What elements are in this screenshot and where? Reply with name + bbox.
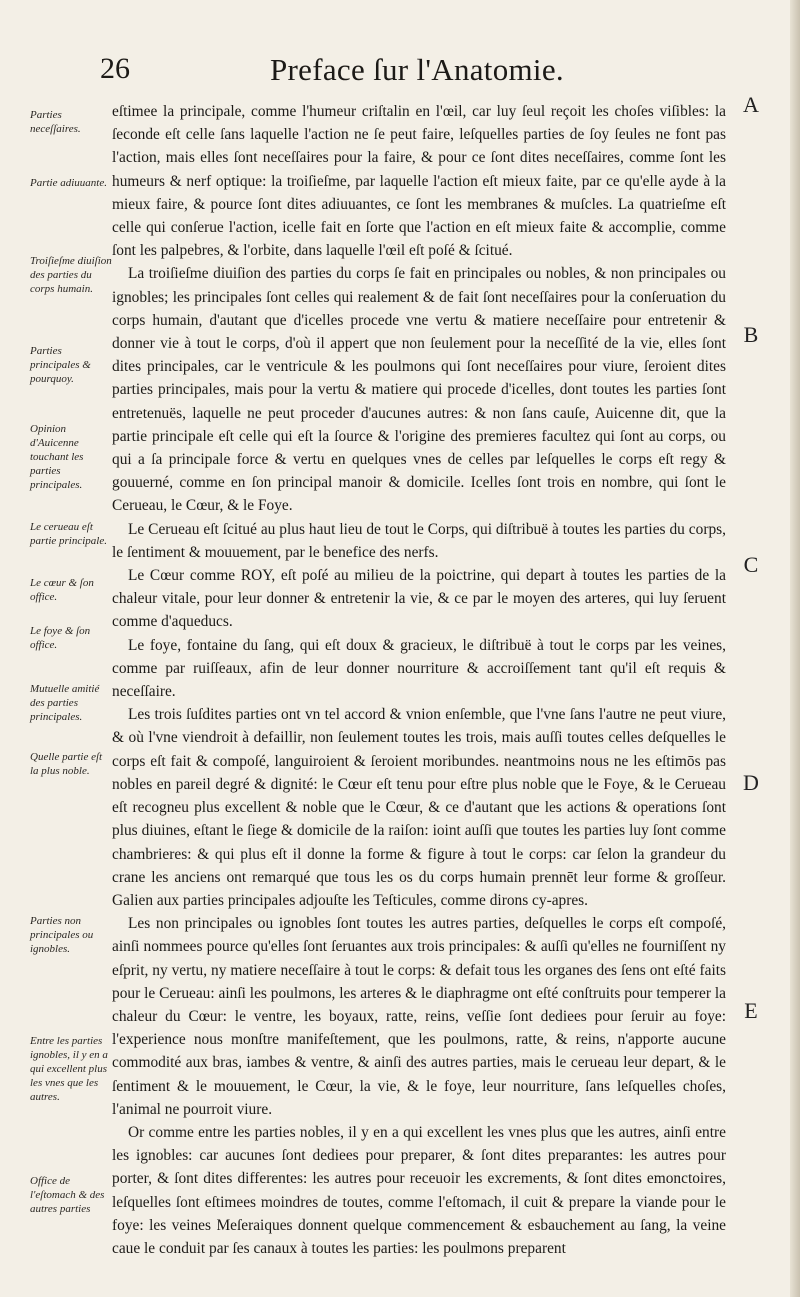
margin-note: Parties non principales ou ignobles. xyxy=(30,915,94,955)
margin-note: Parties neceſſaires. xyxy=(30,109,81,135)
paragraph: Le Cerueau eſt ſcitué au plus haut lieu de tout le Corps, qui diſtribuë à toutes les parties du corps, le ſentiment & mouuement, par le benefice des nerfs. xyxy=(112,520,726,561)
paragraph: Or comme entre les parties nobles, il y en a qui excellent les vnes plus que les autres, ainſi entre les ignobles: car aucunes ſont dediees pour preparer, & ſont dites preparantes: les autres pour porter, & ſont dites differentes: les autres pour receuoir les excrements, & ſont dites emonctoires, leſquelles ſont eſtimees moindres de toutes, comme l'eſtomach, il cuit & prepare la viande pour le foye: les veines Meſeraiques donnent quelque commencement & esbauchement au ſang, la veine caue le conduit par ſes canaux à toutes les parties: les poulmons preparent xyxy=(112,1123,726,1257)
margin-notes-column xyxy=(30,104,112,1274)
signature-mark-e: E xyxy=(744,998,758,1023)
main-text xyxy=(112,100,726,1260)
paragraph: Les non principales ou ignobles ſont toutes les autres parties, deſquelles le corps eſt compoſé, ainſi nommees pource qu'elles ſont ſeruantes aux trois principales: & auſſi qu'elles ne fourniſſent ny eſprit, ny vertu, ny matiere neceſſaire à tout le corps: & defait tous les organes des ſens ont eſté faits pour le Cerueau: ainſi les poulmons, les arteres & le diaphragme ont eſté conſtruits pour temperer la chaleur du Cœur: le ventre, les boyaux, ratte, reins, veſſie ſont dediees pour ſeruir au foye: l'experience nous monſtre manifeſtement, que les poulmons, ratte, & reins, n'apporte aucune commodité aux bras, iambes & ventre, & ainſi des autres parties, mais le cerueau leur depart, & le ſentiment & le mouuement, le Cœur, la vie, & le foye, leur nourriture, ſans leſquelles choſes, l'animal ne pourroit viure. xyxy=(112,915,726,1118)
page-number: 26 xyxy=(100,52,130,85)
signature-mark-a: A xyxy=(743,92,759,117)
running-title: Preface ſur l'Anatomie. xyxy=(270,52,564,87)
page-edge xyxy=(790,0,800,1297)
margin-note: Entre les parties ignobles, il y en a qui excellent plus les vnes que les autres. xyxy=(30,1035,108,1103)
paragraph: eſtimee la principale, comme l'humeur criſtalin en l'œil, car luy ſeul reçoit les choſes viſibles: la ſeconde eſt celle ſans laquelle l'action ne ſe peut faire, leſquelles parties de ſoy ſeules ne font pas l'action, mais elles ſont neceſſaires pour la faire, & pour ce ſont dites neceſſaires, comme ſont les humeurs & nerf optique: la troiſieſme, par laquelle l'action eſt mieux faite, par ce qu'elle ayde à la mieux faire, & pource ſont dites adiuuantes, ce ſont les membranes & muſcles. La quatrieſme eſt celle qui conſerue l'action, icelle fait en ſorte que l'action en eſt mieux faite & accomplie, comme ſont les palpebres, & l'orbite, dans laquelle l'œil eſt poſé & ſcitué. xyxy=(112,103,726,260)
margin-note: Opinion d'Auicenne touchant les parties principales. xyxy=(30,423,84,491)
margin-note: Troiſieſme diuiſion des parties du corps humain. xyxy=(30,255,112,295)
paragraph: La troiſieſme diuiſion des parties du corps ſe fait en principales ou nobles, & non principales ou ignobles; les principales ſont celles qui realement & de fait ſont neceſſaires pour la conſeruation du corps humain, d'autant que d'icelles procede vne vertu & matiere neceſſaire pour entretenir & donner vie à tout le corps, d'où il appert que non ſeulement pour la neceſſité de la vie, elles ſont dites principales, car le ventricule & les poulmons qui ſont neceſſaires pour viure, ſeroient dites parties principales, mais pour la vertu & matiere qui procede d'icelles, dont toutes les parties ſont entretenuës, laquelle ne peut proceder d'aucunes autres: & non ſans cauſe, Auicenne dit, que la partie principale eſt celle qui eſt la ſource & l'origine des premieres facultez qui ſont au corps, ou qui a ſa principale force & vertu en quelques vnes de celles par leſquelles le corps eſt regy & gouuerné, comme en ſon principal manoir & domicile. Icelles ſont trois en nombre, qui ſont le Cerueau, le Cœur, & le Foye. xyxy=(112,265,726,515)
paragraph: Les trois ſuſdites parties ont vn tel accord & vnion enſemble, que l'vne ſans l'autre ne peut viure, & où l'vne viendroit à defaillir, non ſeulement toutes les trois, mais auſſi toutes celles deſquelles le corps eſt fait & compoſé, languiroient & ſeroient moribundes. neantmoins nous ne les eſtimōs pas nobles en pareil degré & dignité: le Cœur eſt tenu pour eſtre plus noble que le Foye, & le Cerueau eſt recogneu plus excellent & noble que le Cœur, & ce d'autant que les actions & operations ſont plus diuines, eſtant le ſiege & domicile de la raiſon: ioint auſſi que toutes les parties luy ſont comme chambrieres: & qui plus eſt il donne la forme & figure à tout le corps: car ſelon la grandeur du crane les anciens ont remarqué que tous les os du corps humain prennēt leur forme & groſſeur. Galien aux parties principales adjouſte les Teſticules, comme dirons cy-apres. xyxy=(112,706,726,909)
margin-note: Mutuelle amitié des parties principales. xyxy=(30,683,100,723)
signature-mark-b: B xyxy=(743,322,759,347)
signature-mark-d: D xyxy=(743,770,759,795)
signature-mark-c: C xyxy=(743,552,759,577)
margin-note: Partie adiuuante. xyxy=(30,177,107,189)
margin-note: Le cœur & ſon office. xyxy=(30,577,94,603)
page-header xyxy=(100,52,720,96)
paragraph: Le foye, fontaine du ſang, qui eſt doux & gracieux, le diſtribuë à tout le corps par les veines, comme par ruiſſeaux, afin de leur donner nourriture & accroiſſement tant qu'il eſt requis & neceſſaire. xyxy=(112,636,726,701)
margin-note: Parties principales & pourquoy. xyxy=(30,345,91,385)
margin-note: Quelle partie eſt la plus noble. xyxy=(30,751,103,777)
margin-note: Le foye & ſon office. xyxy=(30,625,91,651)
margin-note: Office de l'eſtomach & des autres parties xyxy=(30,1175,105,1215)
margin-note: Le cerueau eſt partie principale. xyxy=(30,521,107,547)
paragraph: Le Cœur comme ROY, eſt poſé au milieu de la poictrine, qui depart à toutes les parties de la chaleur vitale, pour leur donner & entretenir la vie, & ce par le moyen des arteres, qui luy ſeruent comme d'aqueducs. xyxy=(112,567,726,631)
